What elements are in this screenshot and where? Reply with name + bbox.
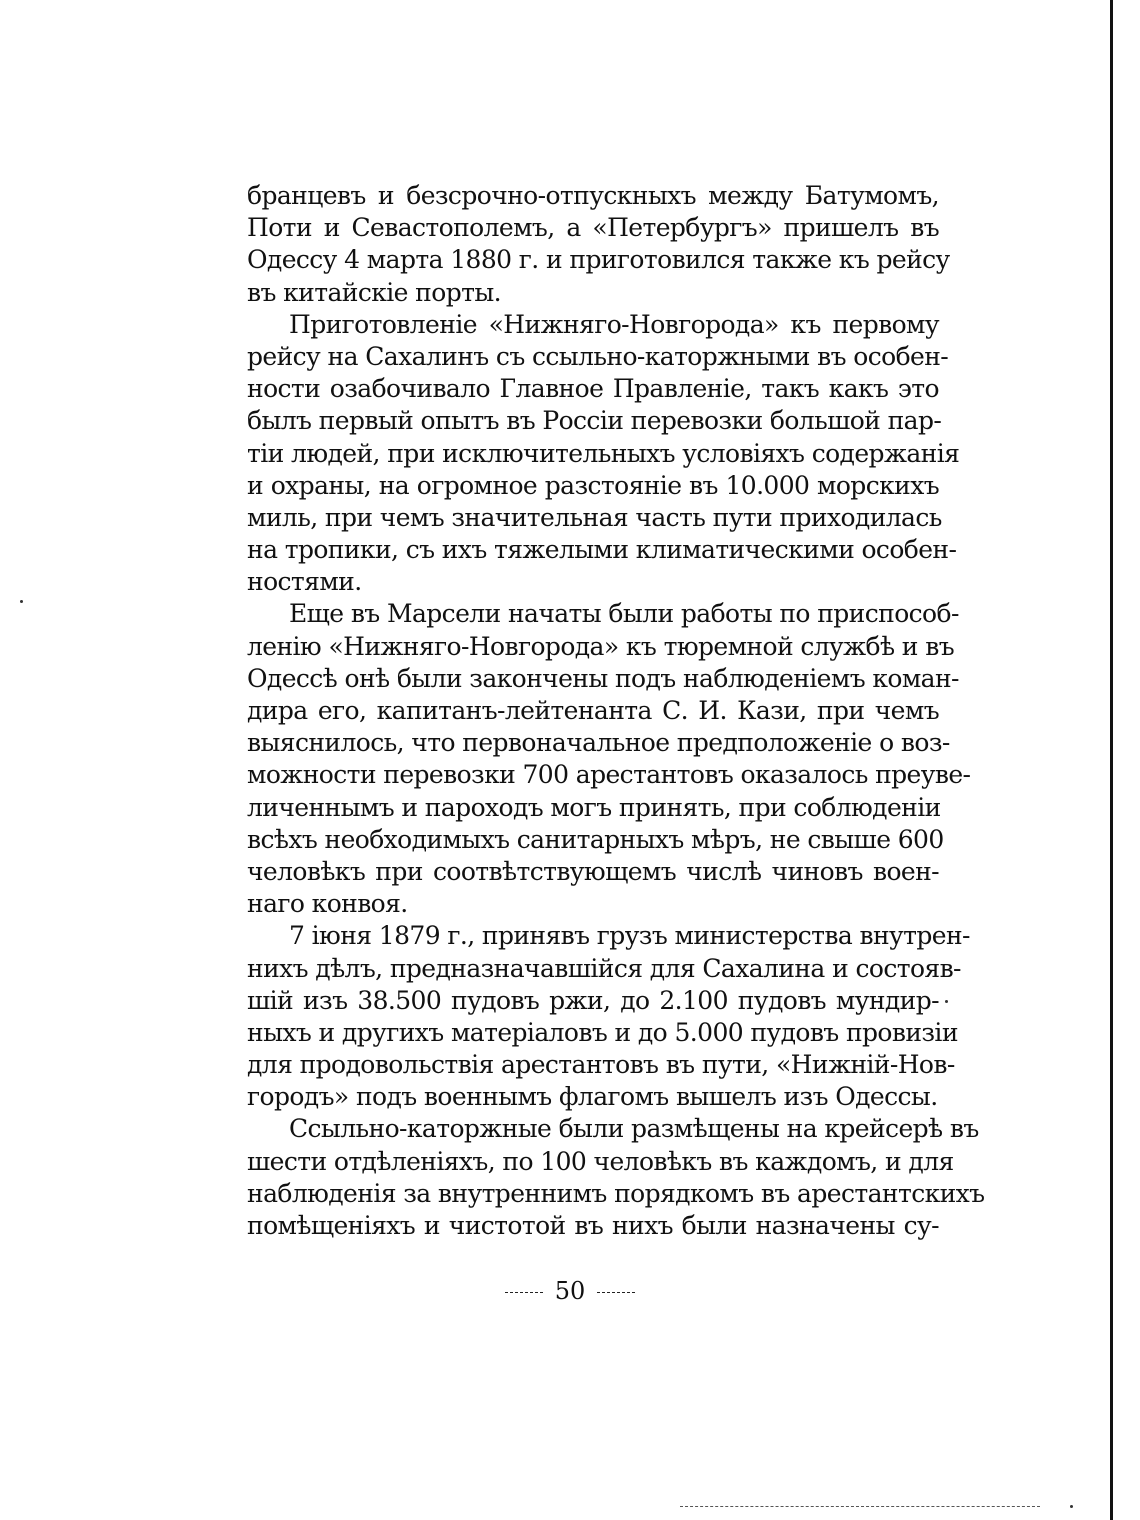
text-line: Одессу 4 марта 1880 г. и приготовился также къ рейсу <box>247 245 950 275</box>
text-line: наго конвоя. <box>247 889 408 919</box>
page-number-dash-right <box>597 1292 635 1293</box>
scan-bottom-rule <box>680 1506 1040 1507</box>
text-line: въ китайскіе порты. <box>247 277 501 307</box>
text-line: Ссыльно-каторжные были размѣщены на крейсерѣ въ <box>289 1114 979 1144</box>
body-text <box>247 180 985 1242</box>
text-line: Приготовленіе «Нижняго-Новгорода» къ первому <box>289 309 939 339</box>
scan-speck <box>1070 1505 1073 1508</box>
text-line: на тропики, съ ихъ тяжелыми климатическими особен- <box>247 535 957 565</box>
text-line: 7 іюня 1879 г., принявъ грузъ министерства внутрен- <box>289 921 970 951</box>
text-line: ленію «Нижняго-Новгорода» къ тюремной службѣ и въ <box>247 631 955 661</box>
scan-speck <box>945 1000 948 1003</box>
text-line: Еще въ Марсели начаты были работы по приспособ- <box>289 599 959 629</box>
text-line: ныхъ и другихъ матеріаловъ и до 5.000 пудовъ провизіи <box>247 1017 958 1047</box>
text-line: личеннымъ и пароходъ могъ принять, при соблюденіи <box>247 792 941 822</box>
text-line: ностями. <box>247 567 362 597</box>
text-line: можности перевозки 700 арестантовъ оказалось преуве- <box>247 760 971 790</box>
scan-speck <box>20 600 23 603</box>
text-line: городъ» подъ военнымъ флагомъ вышелъ изъ Одессы. <box>247 1082 938 1112</box>
text-line: Поти и Севастополемъ, а «Петербургъ» пришелъ въ <box>247 213 939 243</box>
page-number-value: 50 <box>554 1277 586 1305</box>
text-line: бранцевъ и безсрочно-отпускныхъ между Батумомъ, <box>247 181 939 210</box>
text-line: миль, при чемъ значительная часть пути приходилась <box>247 502 942 532</box>
text-line: дира его, капитанъ-лейтенанта С. И. Кази, при чемъ <box>247 696 939 725</box>
text-line: человѣкъ при соотвѣтствующемъ числѣ чиновъ воен- <box>247 856 939 886</box>
text-line: выяснилось, что первоначальное предположеніе о воз- <box>247 728 950 758</box>
text-line: шести отдѣленіяхъ, по 100 человѣкъ въ каждомъ, и для <box>247 1146 954 1176</box>
text-line: рейсу на Сахалинъ съ ссыльно-каторжными въ особен- <box>247 341 949 371</box>
text-line: для продовольствія арестантовъ въ пути, «Нижній-Нов- <box>247 1050 955 1080</box>
text-line: тіи людей, при исключительныхъ условіяхъ содержанія <box>247 438 960 468</box>
page-number-dash-left <box>505 1292 543 1293</box>
text-line: шій изъ 38.500 пудовъ ржи, до 2.100 пудовъ мундир- <box>247 985 939 1015</box>
text-line: помѣщеніяхъ и чистотой въ нихъ были назначены су- <box>247 1211 939 1240</box>
page-number <box>0 1276 1140 1306</box>
text-line: Одессѣ онѣ были закончены подъ наблюденіемъ коман- <box>247 663 959 693</box>
text-line: нихъ дѣлъ, предназначавшійся для Сахалина и состояв- <box>247 953 961 983</box>
text-line: всѣхъ необходимыхъ санитарныхъ мѣръ, не свыше 600 <box>247 824 944 854</box>
text-line: и охраны, на огромное разстояніе въ 10.000 морскихъ <box>247 470 939 500</box>
text-line: наблюденія за внутреннимъ порядкомъ въ арестантскихъ <box>247 1178 985 1208</box>
text-line: былъ первый опытъ въ Россіи перевозки большой пар- <box>247 406 942 436</box>
text-line: ности озабочивало Главное Правленіе, такъ какъ это <box>247 374 939 404</box>
